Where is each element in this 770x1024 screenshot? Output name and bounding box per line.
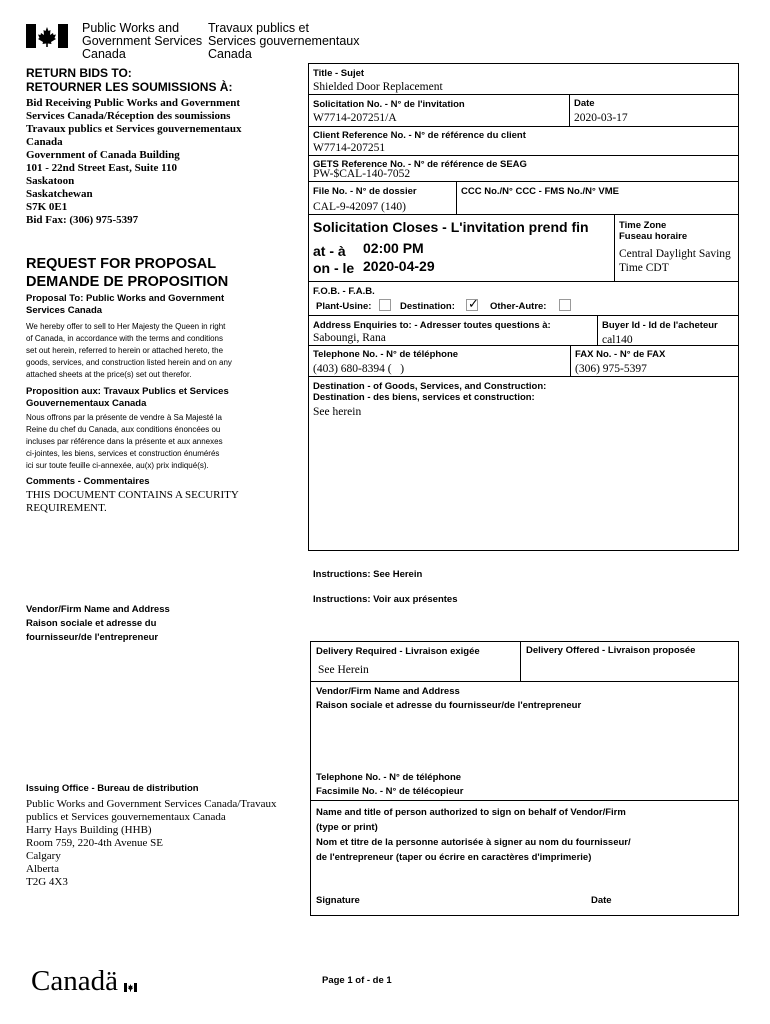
offer-text-en: We hereby offer to sell to Her Majesty the Queen in right of Canada, in accordance with the terms and conditions set out herein, referred to herein or attached hereto, the goods, services, and construction listed herein and on any attached sheets at the price(s) set out therefor.	[26, 322, 232, 379]
fax-label: FAX No. - N° de FAX	[575, 349, 666, 360]
authorized-person-field[interactable]	[312, 866, 737, 892]
client-ref-value[interactable]: W7714-207251	[313, 142, 386, 154]
destination-label: Destination:	[400, 301, 455, 312]
address-enquiries-label: Address Enquiries to: - Adresser toutes questions à:	[313, 320, 551, 331]
plant-usine-label: Plant-Usine:	[316, 301, 372, 312]
return-bids-title	[26, 66, 232, 94]
canada-wordmark	[31, 964, 118, 998]
checkmark-icon: ✓	[468, 297, 479, 312]
page-number: Page 1 of - de 1	[322, 975, 392, 986]
authorized-person-label: Name and title of person authorized to sign on behalf of Vendor/Firm (type or print) Nom et titre de la personne autorisée à signer au nom du fournisseur/ de l'entrepreneur (taper ou écrire en caractères d'imprimerie)	[316, 807, 631, 863]
dept-fr-line: Travaux publics et	[208, 21, 309, 35]
time-zone-value[interactable]: Central Daylight Saving Time CDT	[619, 248, 731, 274]
destination-goods-value[interactable]: See herein	[313, 406, 362, 418]
vendor-name-label: Vendor/Firm Name and Address Raison sociale et adresse du fournisseur/de l'entrepreneur	[316, 686, 582, 711]
department-name-fr	[208, 22, 359, 61]
fax-value[interactable]: (306) 975-5397	[575, 363, 647, 375]
issuing-office-label: Issuing Office - Bureau de distribution	[26, 783, 199, 794]
buyer-id-value[interactable]: cal140	[602, 334, 633, 346]
canada-wordmark-text: Canadä	[31, 965, 118, 997]
proposal-to: Proposal To: Public Works and Government Services Canada	[26, 293, 225, 316]
canada-flag-icon	[124, 966, 137, 975]
rfp-title-line: DEMANDE DE PROPOSITION	[26, 274, 229, 290]
instructions-fr: Instructions: Voir aux présentes	[313, 594, 458, 605]
file-no-value[interactable]: CAL-9-42097 (140)	[313, 201, 406, 213]
proposition-aux: Proposition aux: Travaux Publics et Services Gouvernementaux Canada	[26, 386, 229, 409]
destination-goods-label: Destination - of Goods, Services, and Construction: Destination - des biens, services et construction:	[313, 381, 547, 403]
signature-label: Signature	[316, 895, 360, 906]
dept-fr-line: Canada	[208, 47, 252, 61]
delivery-required-label: Delivery Required - Livraison exigée	[316, 646, 480, 657]
dept-fr-line: Services gouvernementaux	[208, 34, 360, 48]
vendor-tel-fax-label: Telephone No. - N° de téléphone Facsimile No. - N° de télécopieur	[316, 772, 464, 797]
title-value[interactable]: Shielded Door Replacement	[313, 81, 443, 93]
telephone-value[interactable]: (403) 680-8394 ( )	[313, 363, 405, 375]
instructions-en: Instructions: See Herein	[313, 569, 423, 580]
dept-en-line: Government Services	[82, 34, 203, 48]
rfp-title	[26, 255, 228, 291]
delivery-offered-label: Delivery Offered - Livraison proposée	[526, 645, 696, 656]
issuing-office-address: Public Works and Government Services Canada/Travaux publics et Services gouvernementaux Canada Harry Hays Building (HHB) Room 759, 220-4th Avenue SE Calgary Alberta T2G 4X3	[26, 798, 277, 888]
solicitation-closes-label: Solicitation Closes - L'invitation prend fin	[313, 219, 589, 235]
comments-value: THIS DOCUMENT CONTAINS A SECURITY REQUIREMENT.	[26, 489, 239, 514]
delivery-required-value[interactable]: See Herein	[318, 664, 369, 676]
title-label: Title - Sujet	[313, 68, 365, 79]
telephone-label: Telephone No. - N° de téléphone	[313, 349, 459, 360]
vendor-name-field[interactable]	[312, 715, 737, 765]
destination-checkbox[interactable]	[466, 299, 478, 311]
dept-en-line: Canada	[82, 47, 126, 61]
on-label: on - le	[313, 260, 355, 276]
address-enquiries-value[interactable]: Saboungi, Rana	[313, 332, 386, 344]
department-name-en	[82, 22, 202, 61]
date-label: Date	[574, 98, 595, 109]
rfp-title-line: REQUEST FOR PROPOSAL	[26, 256, 217, 272]
offer-text-fr: Nous offrons par la présente de vendre à Sa Majesté la Reine du chef du Canada, aux conditions énoncées ou incluses par référence dans la présente et aux annexes ci-jointes, les biens, services et construction énumérés ici sur toute feuille ci-annexée, au(x) prix indiqué(s).	[26, 413, 223, 470]
vendor-firm-label: Vendor/Firm Name and Address Raison sociale et adresse du fournisseur/de l'entrepreneur	[26, 604, 170, 643]
other-autre-label: Other-Autre:	[490, 301, 547, 312]
return-address: Bid Receiving Public Works and Government Services Canada/Réception des soumissions Travaux publics et Services gouvernementaux Canada Government of Canada Building 101 - 22nd Street East, Suite 110 Saskatoon Saskatchewan S7K 0E1 Bid Fax: (306) 975-5397	[26, 97, 242, 226]
comments-label: Comments - Commentaires	[26, 476, 150, 487]
time-zone-label: Time Zone Fuseau horaire	[619, 220, 688, 242]
closing-time-value[interactable]: 02:00 PM	[363, 240, 424, 256]
date-value[interactable]: 2020-03-17	[574, 112, 628, 124]
closing-date-value[interactable]: 2020-04-29	[363, 258, 435, 274]
plant-usine-checkbox[interactable]	[379, 299, 391, 311]
other-autre-checkbox[interactable]	[559, 299, 571, 311]
file-no-label: File No. - N° de dossier	[313, 186, 417, 197]
dept-en-line: Public Works and	[82, 21, 180, 35]
signature-date-label: Date	[591, 895, 612, 906]
government-flag-icon	[26, 24, 68, 48]
client-ref-label: Client Reference No. - N° de référence du client	[313, 130, 526, 141]
fob-label: F.O.B. - F.A.B.	[313, 286, 375, 297]
at-label: at - à	[313, 243, 346, 259]
solicitation-value[interactable]: W7714-207251/A	[313, 112, 397, 124]
solicitation-label: Solicitation No. - N° de l'invitation	[313, 99, 465, 110]
buyer-id-label: Buyer Id - Id de l'acheteur	[602, 320, 718, 331]
ccc-no-label: CCC No./N° CCC - FMS No./N° VME	[461, 186, 620, 197]
gets-ref-value[interactable]: PW-$CAL-140-7052	[313, 168, 411, 180]
return-bids-line: RETOURNER LES SOUMISSIONS À:	[26, 80, 233, 94]
gets-ref-label: GETS Reference No. - N° de référence de SEAG	[313, 159, 527, 170]
return-bids-line: RETURN BIDS TO:	[26, 66, 132, 80]
